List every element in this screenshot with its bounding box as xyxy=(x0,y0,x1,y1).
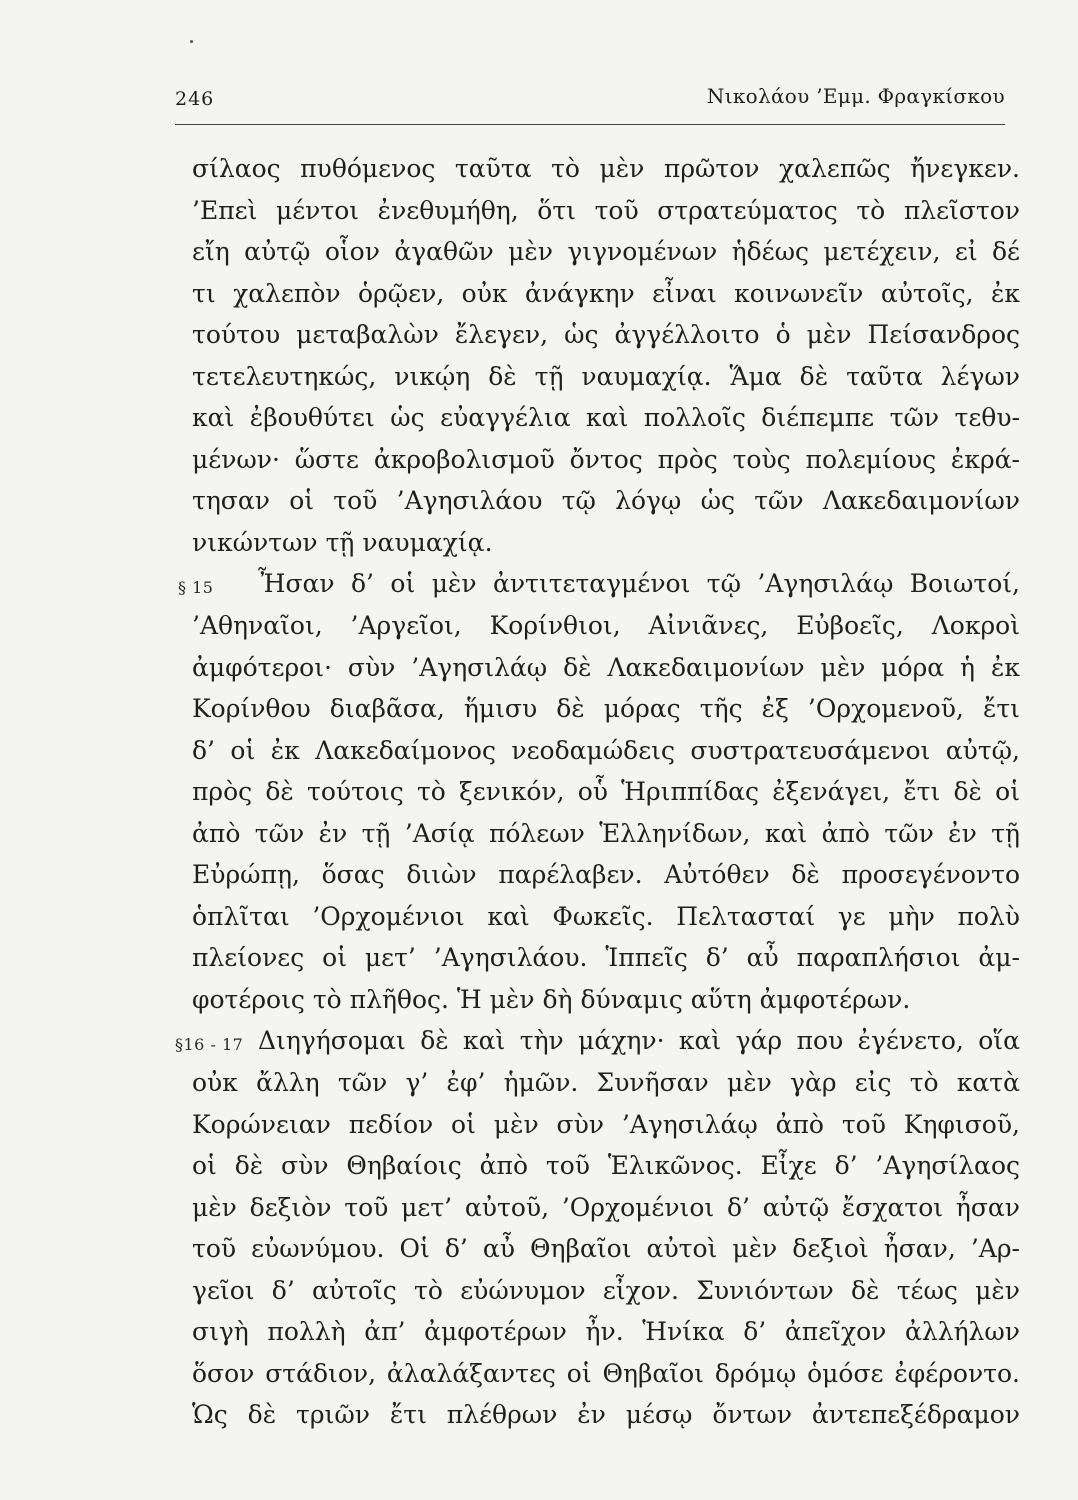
text-line: Κορίνθου διαβᾶσα, ἥμισυ δὲ μόρας τῆς ἐξ ’Ορχομενοῦ, ἔτι xyxy=(192,694,1020,724)
text-line: ’Επεὶ μέντοι ἐνεθυμήθη, ὅτι τοῦ στρατεύματος τὸ πλεῖστον xyxy=(192,195,1020,225)
text-line: σίλαος πυθόμενος ταῦτα τὸ μὲν πρῶτον χαλεπῶς ἤνεγκεν. xyxy=(192,154,1020,183)
margin-note-section-15: § 15 xyxy=(178,578,214,597)
page-header xyxy=(175,78,1005,118)
text-line: Κορώνειαν πεδίον οἱ μὲν σὺν ’Αγησιλάῳ ἀπὸ τοῦ Κηφισοῦ, xyxy=(192,1109,1020,1139)
text-line: νικώντων τῇ ναυμαχίᾳ. xyxy=(192,527,493,557)
text-line: ἀπὸ τῶν ἐν τῇ ’Ασίᾳ πόλεων Ἑλληνίδων, καὶ ἀπὸ τῶν ἐν τῇ xyxy=(192,818,1020,848)
text-line: ὅσον στάδιον, ἀλαλάξαντες οἱ Θηβαῖοι δρόμῳ ὁμόσε ἐφέροντο. xyxy=(192,1358,1020,1388)
text-line: σιγὴ πολλὴ ἀπ’ ἀμφοτέρων ἦν. Ἡνίκα δ’ ἀπεῖχον ἀλλήλων xyxy=(192,1317,1020,1347)
text-line: μένων· ὥστε ἀκροβολισμοῦ ὄντος πρὸς τοὺς πολεμίους ἐκρά- xyxy=(192,444,1020,474)
text-line: Εὐρώπῃ, ὅσας διιὼν παρέλαβεν. Αὐτόθεν δὲ προσεγένοντο xyxy=(192,860,1020,890)
page-number: 246 xyxy=(175,88,215,110)
text-line: Διηγήσομαι δὲ καὶ τὴν μάχην· καὶ γάρ που ἐγένετο, οἵα xyxy=(258,1026,1020,1056)
text-line: δ’ οἱ ἐκ Λακεδαίμονος νεοδαμώδεις συστρατευσάμενοι αὐτῷ, xyxy=(192,735,1020,765)
text-line: τοῦ εὐωνύμου. Οἱ δ’ αὖ Θηβαῖοι αὐτοὶ μὲν δεξιοὶ ἦσαν, ’Αρ- xyxy=(192,1234,1020,1264)
text-line: οὐκ ἄλλη τῶν γ’ ἐφ’ ἡμῶν. Συνῆσαν μὲν γὰρ εἰς τὸ κατὰ xyxy=(192,1068,1020,1098)
text-line: Ὡς δὲ τριῶν ἔτι πλέθρων ἐν μέσῳ ὄντων ἀντεπεξέδραμον xyxy=(192,1400,1020,1430)
text-line: οἱ δὲ σὺν Θηβαίοις ἀπὸ τοῦ Ἑλικῶνος. Εἶχε δ’ ’Αγησίλαος xyxy=(192,1151,1020,1181)
body-text xyxy=(192,148,1020,1436)
text-line: τούτου μεταβαλὼν ἔλεγεν, ὡς ἀγγέλλοιτο ὁ μὲν Πείσανδρος xyxy=(192,320,1020,350)
header-rule xyxy=(175,124,1005,125)
running-head: Νικολάου ’Εμμ. Φραγκίσκου xyxy=(706,84,1005,108)
text-line: Ἦσαν δ’ οἱ μὲν ἀντιτεταγμένοι τῷ ’Αγησιλάῳ Βοιωτοί, xyxy=(258,569,1020,599)
text-line: γεῖοι δ’ αὐτοῖς τὸ εὐώνυμον εἶχον. Συνιόντων δὲ τέως μὲν xyxy=(192,1275,1020,1305)
text-line: ὁπλῖται ’Ορχομένιοι καὶ Φωκεῖς. Πελτασταί γε μὴν πολὺ xyxy=(192,901,1020,931)
text-line: πρὸς δὲ τούτοις τὸ ξενικόν, οὗ Ἡριππίδας ἐξενάγει, ἔτι δὲ οἱ xyxy=(192,777,1020,807)
margin-note-section-16-17: §16 - 17 xyxy=(175,1035,244,1054)
text-line: τησαν οἱ τοῦ ’Αγησιλάου τῷ λόγῳ ὡς τῶν Λακεδαιμονίων xyxy=(192,486,1020,516)
text-line: ἀμφότεροι· σὺν ’Αγησιλάῳ δὲ Λακεδαιμονίων μὲν μόρα ἡ ἐκ xyxy=(192,652,1020,682)
text-line: πλείονες οἱ μετ’ ’Αγησιλάου. Ἱππεῖς δ’ αὖ παραπλήσιοι ἀμ- xyxy=(192,943,1020,973)
text-line: καὶ ἐβουθύτει ὡς εὐαγγέλια καὶ πολλοῖς διέπεμπε τῶν τεθυ- xyxy=(192,403,1020,433)
text-line: εἴη αὐτῷ οἷον ἀγαθῶν μὲν γιγνομένων ἡδέως μετέχειν, εἰ δέ xyxy=(192,237,1020,267)
text-line: μὲν δεξιὸν τοῦ μετ’ αὐτοῦ, ’Ορχομένιοι δ’ αὐτῷ ἔσχατοι ἦσαν xyxy=(192,1192,1020,1222)
text-line: ’Αθηναῖοι, ’Αργεῖοι, Κορίνθιοι, Αἰνιᾶνες, Εὐβοεῖς, Λοκροὶ xyxy=(192,611,1020,641)
text-line: τετελευτηκώς, νικῴη δὲ τῇ ναυμαχίᾳ. Ἅμα δὲ ταῦτα λέγων xyxy=(192,361,1020,391)
text-line: φοτέροις τὸ πλῆθος. Ἡ μὲν δὴ δύναμις αὕτη ἀμφοτέρων. xyxy=(192,984,911,1014)
speck xyxy=(190,40,193,43)
text-line: τι χαλεπὸν ὁρῷεν, οὐκ ἀνάγκην εἶναι κοινωνεῖν αὐτοῖς, ἐκ xyxy=(192,278,1020,308)
